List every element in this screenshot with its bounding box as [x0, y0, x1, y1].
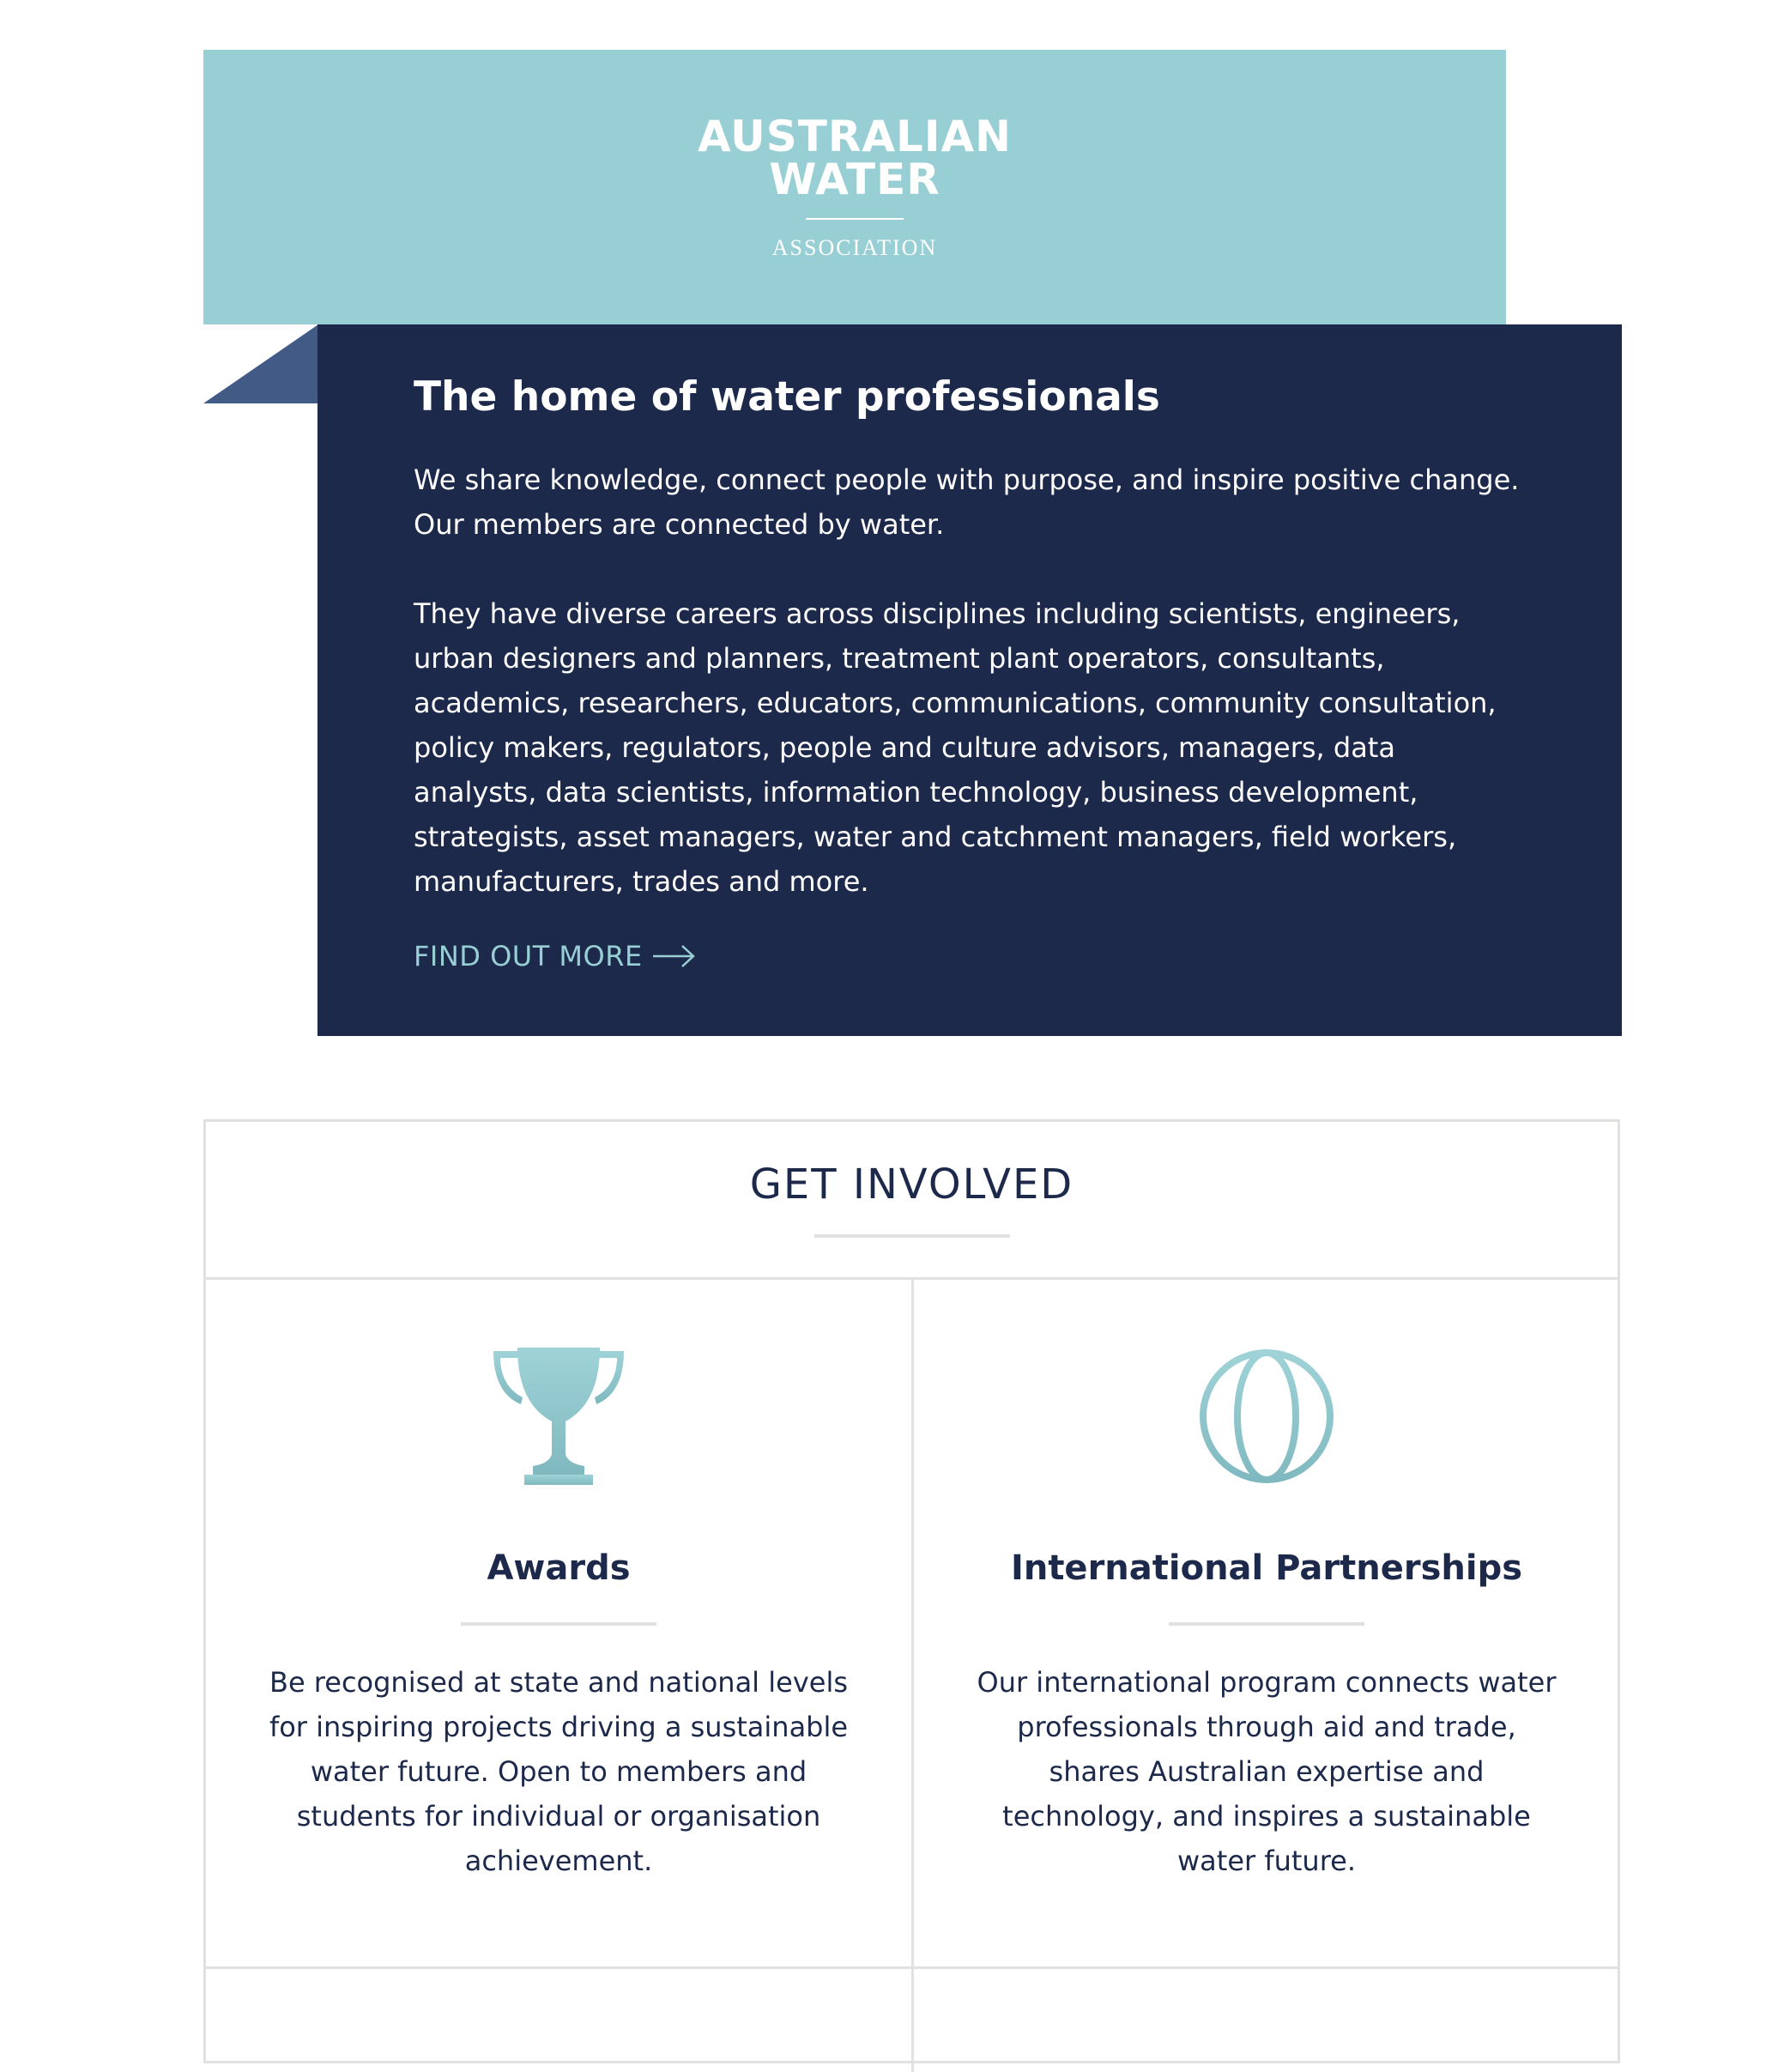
get-involved-divider	[814, 1234, 1010, 1238]
international-partnerships-description: Our international program connects water professionals through aid and trade, shares Australian expertise and technology, and inspires a sustainable water future.	[977, 1666, 1557, 1877]
logo-line-australian: AUSTRALIAN	[697, 112, 1013, 161]
logo-divider	[806, 218, 904, 220]
international-partnerships-card[interactable]	[914, 1280, 1619, 1966]
get-involved-section	[203, 1119, 1620, 2063]
awards-card[interactable]	[206, 1280, 914, 1966]
card-column-divider	[911, 1969, 914, 2072]
awards-title: Awards	[487, 1548, 631, 1588]
hero-paragraph-careers: They have diverse careers across disciplines including scientists, engineers, urban designers and planners, treatment plant operators, consultants, academics, researchers, educators, communications, community consultation, policy makers, regulators, people and culture advisors, managers, data analysts, data scientists, information technology, business development, strategists, asset managers, water and catchment managers, field workers, manufacturers, trades and more.	[414, 597, 1497, 898]
ribbon-fold-shape	[203, 324, 318, 403]
awards-divider	[461, 1622, 656, 1626]
hero-paragraph-intro: We share knowledge, connect people with purpose, and inspire positive change. Our members are connected by water.	[414, 463, 1520, 541]
logo-line-water: WATER	[769, 154, 940, 204]
globe-icon	[1198, 1348, 1335, 1485]
logo-subtitle: ASSOCIATION	[771, 235, 938, 260]
get-involved-title: GET INVOLVED	[749, 1160, 1074, 1209]
awards-description: Be recognised at state and national levels for inspiring projects driving a sustainable water future. Open to members and students for individual or organisation achievement.	[269, 1666, 849, 1877]
arrow-right-icon	[651, 942, 696, 970]
find-out-more-link[interactable]	[414, 940, 696, 972]
find-out-more-label: FIND OUT MORE	[414, 940, 643, 972]
hero-card	[318, 324, 1622, 1036]
international-partnerships-title: International Partnerships	[1010, 1548, 1523, 1588]
logo[interactable]	[203, 50, 1506, 261]
international-partnerships-divider	[1169, 1622, 1364, 1626]
get-involved-header	[206, 1122, 1618, 1280]
trophy-icon	[490, 1348, 627, 1485]
hero-title: The home of water professionals	[414, 373, 1160, 421]
